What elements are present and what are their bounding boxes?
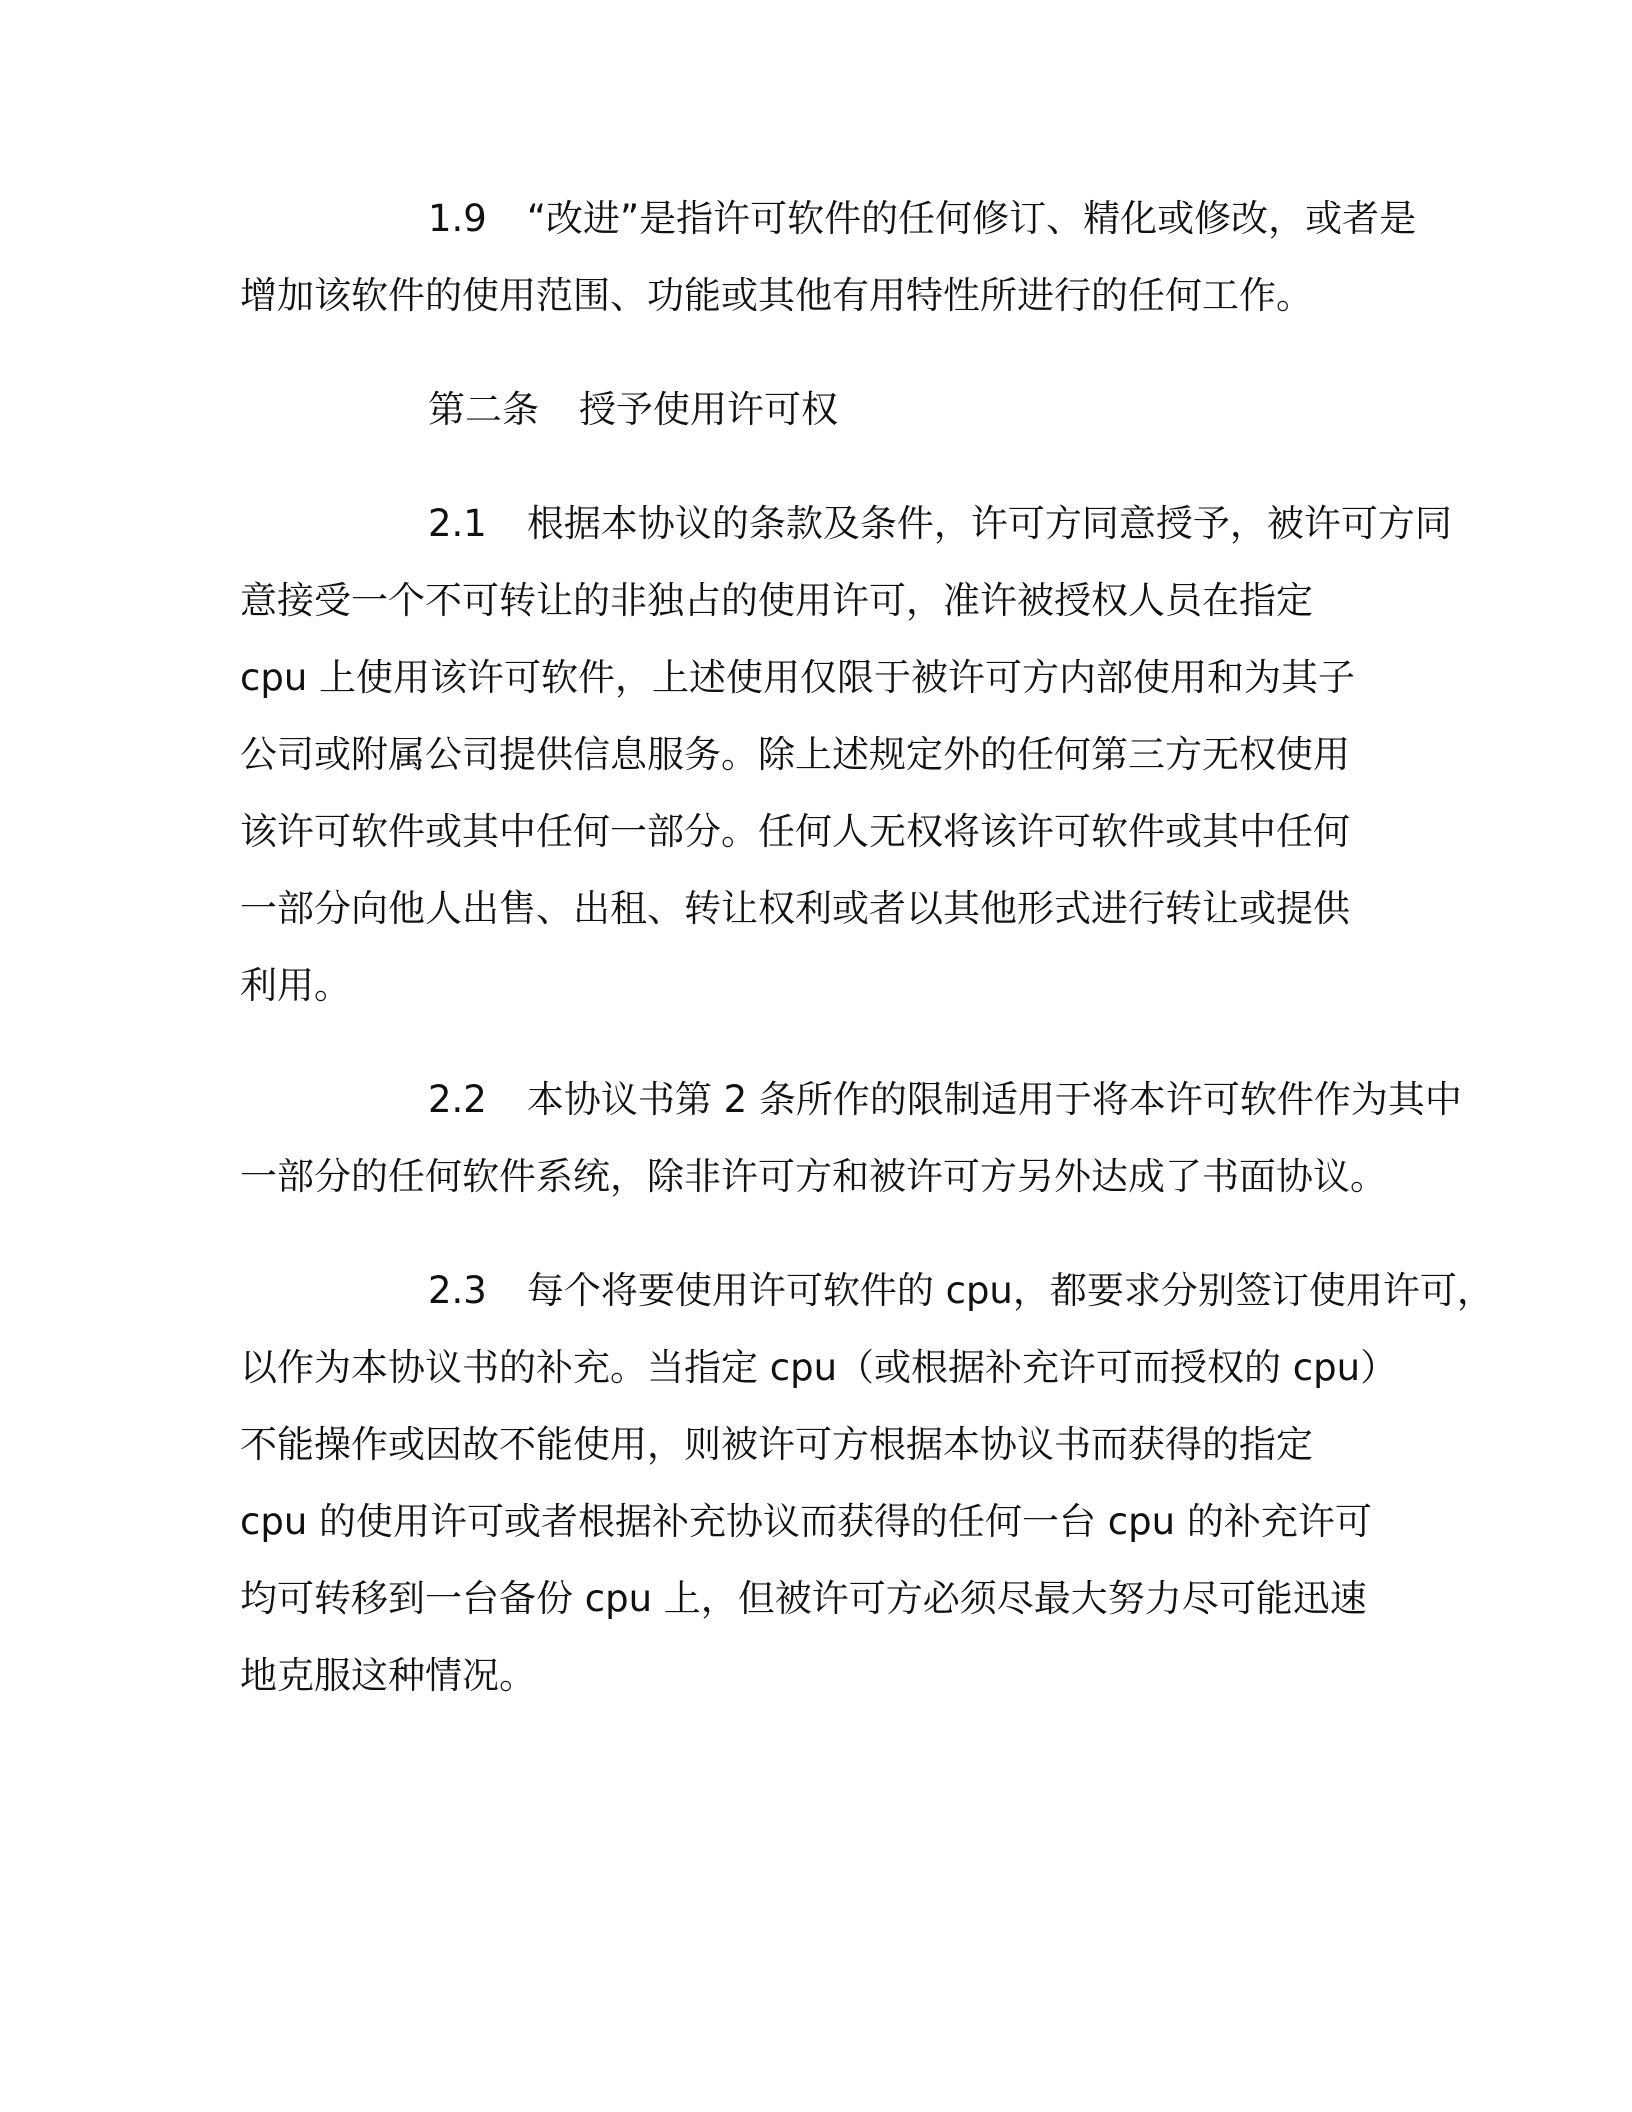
- clause-text-line: 均可转移到一台备份 cpu 上，但被许可方必须尽最大努力尽可能迅速: [240, 1577, 1367, 1620]
- clause-2-1: [240, 485, 1452, 1024]
- clause-text-line: 一部分的任何软件系统，除非许可方和被许可方另外达成了书面协议。: [240, 1155, 1387, 1198]
- clause-2-3: [240, 1252, 1494, 1714]
- article-title: 授予使用许可权: [579, 388, 838, 431]
- clause-text-line: 不能操作或因故不能使用，则被许可方根据本协议书而获得的指定: [240, 1423, 1313, 1466]
- clause-1-9: [240, 180, 1417, 334]
- clause-number: 2.3: [428, 1269, 487, 1312]
- clause-text-line: 以作为本协议书的补充。当指定 cpu（或根据补充许可而授权的 cpu）: [240, 1346, 1398, 1389]
- clause-text-line: 本协议书第 2 条所作的限制适用于将本许可软件作为其中: [526, 1078, 1462, 1121]
- clause-text-line: cpu 上使用该许可软件，上述使用仅限于被许可方内部使用和为其子: [240, 656, 1356, 699]
- clause-text-line: 增加该软件的使用范围、功能或其他有用特性所进行的任何工作。: [240, 274, 1313, 317]
- clause-text-line: “改进”是指许可软件的任何修订、精化或修改，或者是: [526, 197, 1417, 240]
- clause-number: 2.2: [428, 1078, 487, 1121]
- clause-text-line: 一部分向他人出售、出租、转让权利或者以其他形式进行转让或提供: [240, 887, 1350, 930]
- clause-text-line: 该许可软件或其中任何一部分。任何人无权将该许可软件或其中任何: [240, 810, 1350, 853]
- clause-text-line: 根据本协议的条款及条件，许可方同意授予，被许可方同: [526, 502, 1452, 545]
- clause-2-2: [240, 1061, 1462, 1215]
- clause-text-line: cpu 的使用许可或者根据补充协议而获得的任何一台 cpu 的补充许可: [240, 1500, 1372, 1543]
- clause-text-line: 每个将要使用许可软件的 cpu，都要求分别签订使用许可，: [526, 1269, 1494, 1312]
- article-2-heading: [240, 371, 1390, 448]
- clause-text-line: 意接受一个不可转让的非独占的使用许可，准许被授权人员在指定: [240, 579, 1313, 622]
- document-body: [240, 180, 1494, 1751]
- clause-text-line: 地克服这种情况。: [240, 1654, 536, 1697]
- clause-text-line: 公司或附属公司提供信息服务。除上述规定外的任何第三方无权使用: [240, 733, 1350, 776]
- article-number: 第二条: [428, 388, 539, 431]
- clause-number: 1.9: [428, 197, 487, 240]
- clause-text-line: 利用。: [240, 964, 351, 1007]
- clause-number: 2.1: [428, 502, 487, 545]
